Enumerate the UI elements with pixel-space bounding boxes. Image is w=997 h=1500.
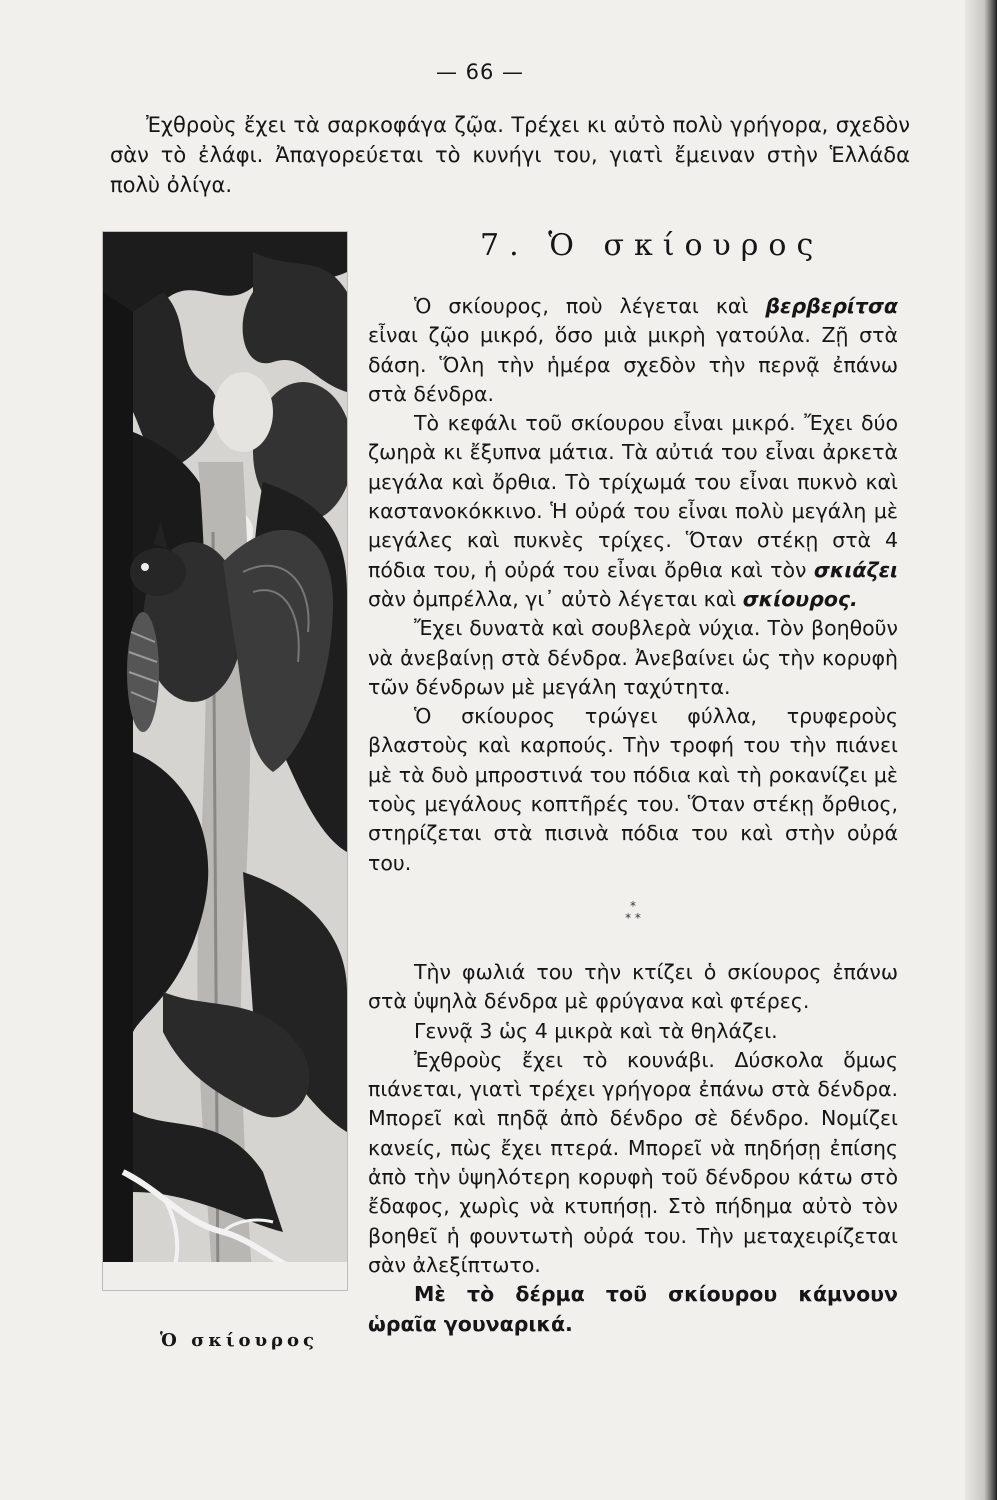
term-skiouros: σκίουρος. [742,586,858,611]
figure-caption: Ὁ σκίουρος [160,1330,318,1351]
paragraph-6: Γεννᾷ 3 ὡς 4 μικρὰ καὶ τὰ θηλάζει. [414,1018,778,1043]
section-separator-asterisks: * * * [625,898,641,925]
term-skiazei: σκιάζει [813,557,898,582]
p1-text-a: Ὁ σκίουρος, ποὺ λέγεται καὶ [414,294,766,318]
p1-text-b: εἶναι ζῷο μικρό, ὅσο μιὰ μικρὴ γατούλα. Ζῇ στὰ δάση. Ὅλη τὴν ἡμέρα σχεδὸν τὴν περνᾷ ἐπάνω στὰ δένδρα. [368,323,898,406]
page-edge-shadow [965,0,997,1500]
paragraph-4: Ὁ σκίουρος τρώγει φύλλα, τρυφεροὺς βλαστοὺς καὶ καρπούς. Τὴν τροφή του τὴν πιάνει μὲ τὰ δυὸ μπροστινά του πόδια καὶ τὴ ροκανίζει μὲ τοὺς μεγάλους κοπτῆρές του. Ὅταν στέκῃ ὄρθιος, στηρίζεται στὰ πισινὰ πόδια του καὶ στὴν οὐρά του. [368,704,898,875]
squirrel-tree-picture [103,232,347,1290]
p2-text-b: σὰν ὀμπρέλλα, γι᾽ αὐτὸ λέγεται καὶ [368,586,743,611]
paragraph-7: Ἐχθροὺς ἔχει τὸ κουνάβι. Δύσκολα ὅμως πιάνεται, γιατὶ τρέχει γρήγορα ἐπάνω στὰ δένδρα. Μπορεῖ καὶ πηδᾷ ἀπὸ δένδρο σὲ δένδρο. Νομίζει κανείς, πὼς ἔχει πτερά. Μπορεῖ νὰ πηδήσῃ ἐπίσης ἀπὸ τὴν ὑψηλότερη κορυφὴ τοῦ δένδρου κάτω στὸ ἔδαφος, χωρὶς νὰ κτυπήσῃ. Στὸ πήδημα αὐτὸ τὸν βοηθεῖ ἡ φουντωτὴ οὐρά του. Τὴν μεταχειρίζεται σὰν ἀλεξίπτωτο. [368,1047,898,1277]
section-title: 7. Ὁ σκίουρος [480,228,824,263]
intro-paragraph [110,110,910,200]
paragraph-2 [368,409,898,614]
paragraph-5: Τὴν φωλιά του τὴν κτίζει ὁ σκίουρος ἐπάνω στὰ ὑψηλὰ δένδρα μὲ φρύγανα καὶ φτέρες. [368,959,898,1014]
paragraph-8: Μὲ τὸ δέρμα τοῦ σκίουρου κάμνουν ὡραῖα γουναρικά. [368,1282,898,1336]
term-berberitsa: βερβερίτσα [765,294,898,318]
paragraph-3: Ἔχει δυνατὰ καὶ σουβλερὰ νύχια. Τὸν βοηθοῦν νὰ ἀνεβαίνῃ στὰ δένδρα. Ἀνεβαίνει ὡς τὴν κορυφὴ τῶν δένδρων μὲ μεγάλη ταχύτητα. [368,616,898,699]
main-text-column [368,292,898,1339]
page-number: — 66 — [435,60,525,84]
squirrel-illustration [103,232,347,1290]
paragraph-1 [368,292,898,409]
p2-text-a: Τὸ κεφάλι τοῦ σκίουρου εἶναι μικρό. Ἔχει δύο ζωηρὰ κι ἔξυπνα μάτια. Τὰ αὐτιά του εἶναι ἀρκετὰ μεγάλα καὶ ὄρθια. Τὸ τρίχωμά του εἶναι πυκνὸ καὶ καστανοκόκκινο. Ἡ οὐρά του εἶναι πολὺ μεγάλη μὲ μεγάλες καὶ πυκνὲς τρίχες. Ὅταν στέκῃ στὰ 4 πόδια του, ἡ οὐρά του εἶναι ὄρθια καὶ τὸν [368,411,898,582]
intro-text: Ἐχθροὺς ἔχει τὰ σαρκοφάγα ζῷα. Τρέχει κι αὐτὸ πολὺ γρήγορα, σχεδὸν σὰν τὸ ἐλάφι. Ἀπαγορεύεται τὸ κυνήγι του, γιατὶ ἔμειναν στὴν Ἑλλάδα πολὺ ὀλίγα. [110,113,910,197]
